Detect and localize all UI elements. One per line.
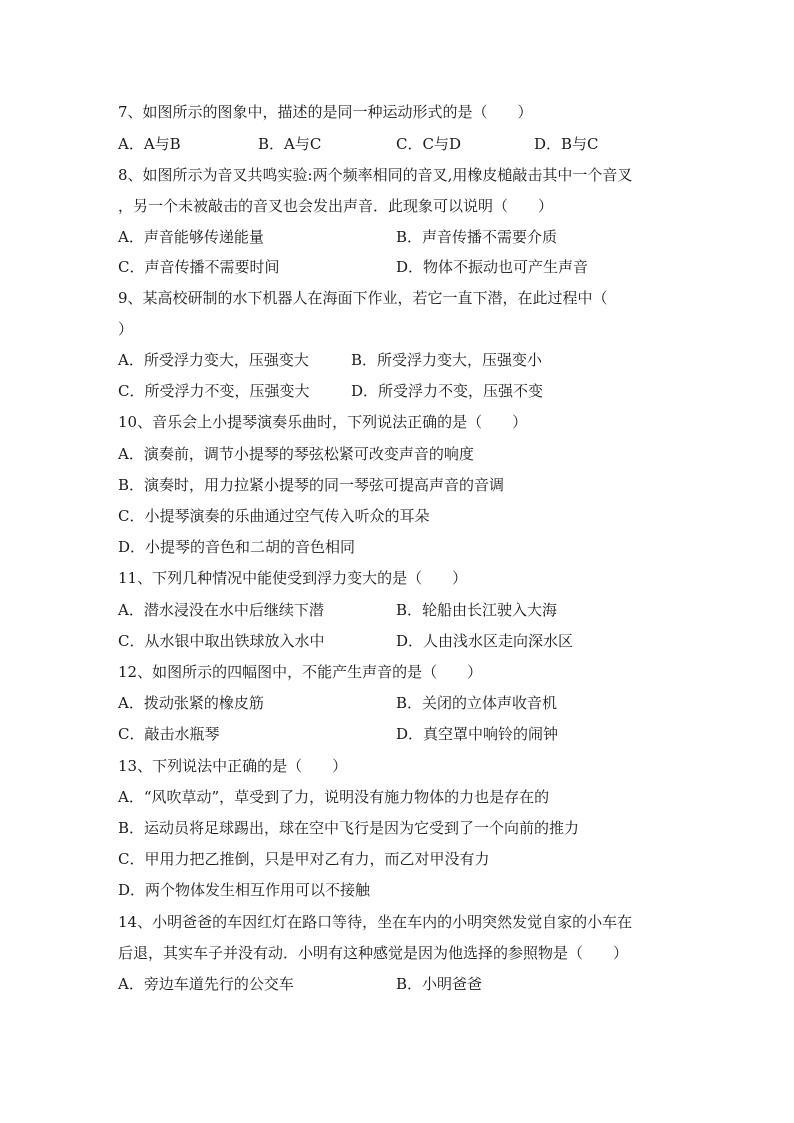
question-9-text-line-1: 9、某高校研制的水下机器人在海面下作业，若它一直下潜，在此过程中（ (118, 289, 608, 307)
question-14-option-a: A．旁边车道先行的公交车 (118, 975, 294, 993)
question-12-text: 12、如图所示的四幅图中，不能产生声音的是（ ） (118, 663, 483, 681)
question-10-text: 10、音乐会上小提琴演奏乐曲时，下列说法正确的是（ ） (118, 413, 528, 431)
question-8-option-c: C．声音传播不需要时间 (118, 258, 280, 276)
question-8-option-a: A．声音能够传递能量 (118, 228, 264, 246)
question-12-option-d: D．真空罩中响铃的闹钟 (396, 725, 559, 743)
question-7-text: 7、如图所示的图象中，描述的是同一种运动形式的是（ ） (118, 103, 533, 121)
question-13-option-d: D．两个物体发生相互作用可以不接触 (118, 881, 371, 899)
question-14-option-b: B．小明爸爸 (396, 975, 483, 993)
question-13-option-b: B．运动员将足球踢出，球在空中飞行是因为它受到了一个向前的推力 (118, 819, 580, 837)
question-10-option-d: D．小提琴的音色和二胡的音色相同 (118, 538, 356, 556)
question-9-option-d: D．所受浮力不变，压强不变 (351, 382, 544, 400)
question-14-text-line-1: 14、小明爸爸的车因红灯在路口等待，坐在车内的小明突然发觉自家的小车在 (118, 913, 633, 931)
question-11-option-b: B．轮船由长江驶入大海 (396, 601, 558, 619)
question-12-option-c: C．敲击水瓶琴 (118, 725, 220, 743)
question-7-option-d: D．B与C (534, 135, 599, 153)
question-7-option-b: B．A与C (258, 135, 322, 153)
question-13-option-a: A．“风吹草动”，草受到了力，说明没有施力物体的力也是存在的 (118, 788, 550, 806)
question-14-text-line-2: 后退，其实车子并没有动．小明有这种感觉是因为他选择的参照物是（ ） (118, 944, 629, 962)
question-11-option-d: D．人由浅水区走向深水区 (396, 632, 574, 650)
question-9-option-a: A．所受浮力变大，压强变大 (118, 351, 309, 369)
question-12-option-b: B．关闭的立体声收音机 (396, 694, 558, 712)
question-9-option-c: C．所受浮力不变，压强变大 (118, 382, 310, 400)
question-8-text-line-2: ，另一个未被敲击的音叉也会发出声音．此现象可以说明（ ） (118, 197, 554, 215)
question-7-option-c: C．C与D (396, 135, 461, 153)
question-12-option-a: A．拨动张紧的橡皮筋 (118, 694, 264, 712)
question-7-option-a: A．A与B (118, 135, 181, 153)
question-8-option-b: B．声音传播不需要介质 (396, 228, 558, 246)
question-10-option-a: A．演奏前，调节小提琴的琴弦松紧可改变声音的响度 (118, 445, 474, 463)
question-9-option-b: B．所受浮力变大，压强变小 (351, 351, 543, 369)
question-10-option-c: C．小提琴演奏的乐曲通过空气传入听众的耳朵 (118, 507, 430, 525)
question-8-option-d: D．物体不振动也可产生声音 (396, 258, 589, 276)
question-11-text: 11、下列几种情况中能使受到浮力变大的是（ ） (118, 569, 468, 587)
question-8-text-line-1: 8、如图所示为音叉共鸣实验:两个频率相同的音叉,用橡皮槌敲击其中一个音叉 (118, 166, 633, 184)
question-10-option-b: B．演奏时，用力拉紧小提琴的同一琴弦可提高声音的音调 (118, 476, 505, 494)
question-11-option-c: C．从水银中取出铁球放入水中 (118, 632, 325, 650)
question-13-text: 13、下列说法中正确的是（ ） (118, 757, 348, 775)
question-9-text-line-2: ） (118, 320, 134, 338)
question-13-option-c: C．甲用力把乙推倒，只是甲对乙有力，而乙对甲没有力 (118, 850, 490, 868)
question-11-option-a: A．潜水浸没在水中后继续下潜 (118, 601, 324, 619)
